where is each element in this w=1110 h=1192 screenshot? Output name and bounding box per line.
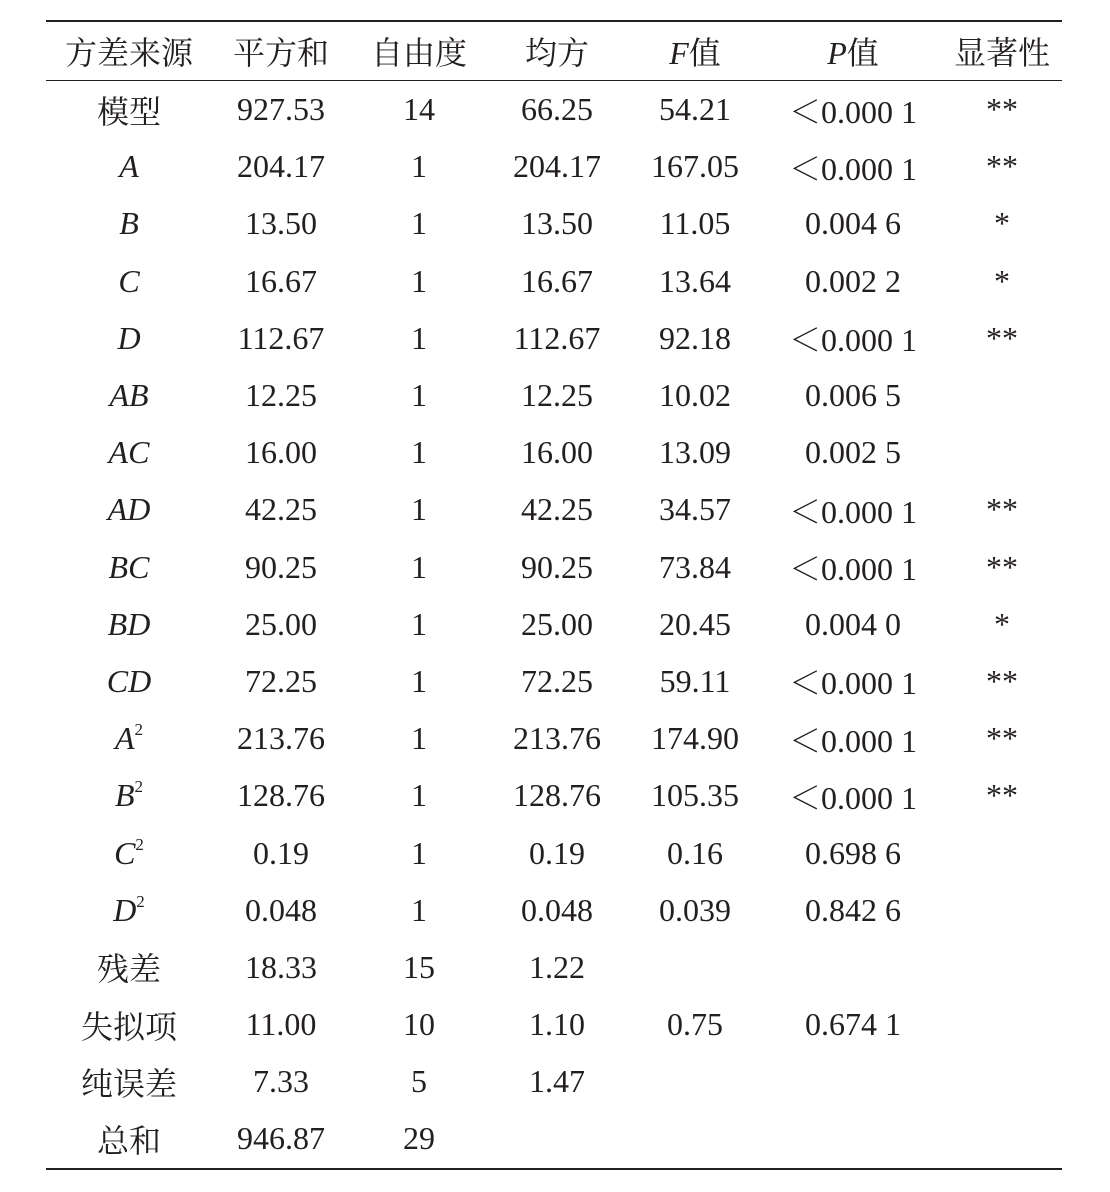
cell-source: [46, 81, 212, 139]
table-row: [46, 253, 1062, 310]
cell-source: [46, 824, 212, 881]
cell-significance: [942, 882, 1062, 939]
cell-p-value: [764, 1110, 942, 1168]
source-label: AD: [107, 491, 151, 528]
cell-f-value: [626, 1053, 764, 1110]
cell-significance: **: [986, 148, 1018, 185]
source-label: AB: [109, 377, 149, 414]
table-row: [46, 996, 1062, 1053]
cell-f-value: 10.02: [659, 377, 731, 414]
source-label: A: [114, 720, 135, 757]
header-p-variable: P: [827, 35, 847, 71]
header-f-suffix: 值: [688, 35, 721, 71]
cell-source: [46, 767, 212, 824]
cell-source: [46, 253, 212, 310]
cell-significance: **: [986, 662, 1018, 699]
cell-degrees-of-freedom: 1: [411, 720, 427, 757]
source-label: D: [113, 891, 137, 928]
header-degrees-of-freedom: 自由度: [370, 35, 467, 71]
table-row: [46, 653, 1062, 710]
cell-degrees-of-freedom: 14: [403, 91, 435, 128]
cell-sum-of-squares: 12.25: [245, 377, 317, 414]
table-row: [46, 481, 1062, 538]
cell-degrees-of-freedom: 1: [411, 148, 427, 185]
cell-degrees-of-freedom: 29: [403, 1120, 435, 1157]
cell-significance: [942, 996, 1062, 1053]
cell-p-value: 0.698 6: [805, 834, 901, 871]
header-f-variable: F: [669, 35, 689, 71]
cell-sum-of-squares: 213.76: [237, 720, 325, 757]
cell-p-value: ＜0.000 1: [788, 722, 917, 759]
cell-significance: [942, 1053, 1062, 1110]
cell-source: [46, 939, 212, 996]
cell-mean-square: 1.10: [529, 1006, 585, 1043]
cell-mean-square: [488, 1110, 626, 1168]
table-row: [46, 81, 1062, 139]
cell-sum-of-squares: 927.53: [237, 91, 325, 128]
cell-f-value: 20.45: [659, 605, 731, 642]
source-exponent: 2: [134, 720, 144, 740]
cell-f-value: [626, 939, 764, 996]
cell-degrees-of-freedom: 1: [411, 377, 427, 414]
cell-source: [46, 882, 212, 939]
source-label: AC: [108, 434, 150, 471]
cell-sum-of-squares: 7.33: [253, 1063, 309, 1100]
cell-f-value: 0.039: [659, 891, 731, 928]
cell-source: [46, 1110, 212, 1168]
table-header: [46, 21, 1062, 81]
cell-f-value: 59.11: [659, 662, 731, 699]
cell-p-value: 0.842 6: [805, 891, 901, 928]
cell-mean-square: 0.19: [529, 834, 585, 871]
source-label: B: [114, 777, 135, 814]
source-label: 残差: [96, 951, 161, 988]
cell-degrees-of-freedom: 1: [411, 605, 427, 642]
header-p-suffix: 值: [846, 35, 879, 71]
cell-mean-square: 0.048: [521, 891, 593, 928]
cell-source: [46, 710, 212, 767]
header-significance: 显著性: [953, 35, 1050, 71]
source-label: 失拟项: [80, 1008, 177, 1045]
cell-source: [46, 367, 212, 424]
cell-f-value: 174.90: [651, 720, 739, 757]
cell-mean-square: 90.25: [521, 548, 593, 585]
cell-source: [46, 481, 212, 538]
cell-p-value: 0.674 1: [805, 1006, 901, 1043]
cell-p-value: ＜0.000 1: [788, 551, 917, 588]
cell-degrees-of-freedom: 15: [403, 948, 435, 985]
cell-mean-square: 16.67: [521, 262, 593, 299]
cell-sum-of-squares: 18.33: [245, 948, 317, 985]
cell-mean-square: 13.50: [521, 205, 593, 242]
cell-significance: [942, 824, 1062, 881]
cell-source: [46, 1053, 212, 1110]
source-label: C: [114, 834, 136, 871]
header-p-value: [764, 21, 942, 81]
cell-f-value: 167.05: [651, 148, 739, 185]
cell-mean-square: 112.67: [513, 319, 601, 356]
cell-f-value: [626, 1110, 764, 1168]
table-body: [46, 81, 1062, 1169]
cell-significance: *: [994, 205, 1010, 242]
cell-sum-of-squares: 11.00: [245, 1006, 317, 1043]
cell-f-value: 13.64: [659, 262, 731, 299]
table-row: [46, 138, 1062, 195]
cell-f-value: 0.75: [667, 1006, 723, 1043]
cell-mean-square: 128.76: [513, 777, 601, 814]
cell-sum-of-squares: 0.048: [245, 891, 317, 928]
cell-p-value: ＜0.000 1: [788, 150, 917, 187]
table-row: [46, 767, 1062, 824]
cell-mean-square: 42.25: [521, 491, 593, 528]
cell-degrees-of-freedom: 1: [411, 777, 427, 814]
source-label: D: [117, 319, 141, 356]
cell-sum-of-squares: 13.50: [245, 205, 317, 242]
cell-mean-square: 25.00: [521, 605, 593, 642]
anova-table: [46, 20, 1062, 1170]
source-label: A: [119, 148, 139, 185]
cell-degrees-of-freedom: 1: [411, 205, 427, 242]
table-row: [46, 1053, 1062, 1110]
cell-mean-square: 204.17: [513, 148, 601, 185]
cell-sum-of-squares: 946.87: [237, 1120, 325, 1157]
source-label: B: [119, 205, 139, 242]
cell-source: [46, 653, 212, 710]
cell-mean-square: 12.25: [521, 377, 593, 414]
cell-sum-of-squares: 90.25: [245, 548, 317, 585]
cell-significance: **: [986, 777, 1018, 814]
cell-significance: *: [994, 605, 1010, 642]
header-mean-square: 均方: [524, 35, 589, 71]
cell-significance: **: [986, 91, 1018, 128]
source-label: 模型: [96, 93, 161, 130]
cell-p-value: 0.002 5: [805, 434, 901, 471]
cell-p-value: ＜0.000 1: [788, 93, 917, 130]
cell-p-value: ＜0.000 1: [788, 493, 917, 530]
cell-source: [46, 596, 212, 653]
cell-mean-square: 1.22: [529, 948, 585, 985]
source-label: 纯误差: [80, 1065, 177, 1102]
table-row: [46, 310, 1062, 367]
cell-mean-square: 66.25: [521, 91, 593, 128]
cell-mean-square: 72.25: [521, 662, 593, 699]
cell-p-value: ＜0.000 1: [788, 665, 917, 702]
header-f-value: [626, 21, 764, 81]
cell-p-value: 0.004 6: [805, 205, 901, 242]
cell-p-value: 0.004 0: [805, 605, 901, 642]
table-row: [46, 424, 1062, 481]
source-exponent: 2: [135, 834, 144, 854]
table-row: [46, 1110, 1062, 1168]
table-row: [46, 939, 1062, 996]
table-row: [46, 596, 1062, 653]
cell-source: [46, 539, 212, 596]
cell-p-value: 0.002 2: [805, 262, 901, 299]
cell-degrees-of-freedom: 1: [411, 319, 427, 356]
cell-significance: *: [994, 262, 1010, 299]
table-row: [46, 539, 1062, 596]
cell-significance: **: [986, 548, 1018, 585]
cell-f-value: 13.09: [659, 434, 731, 471]
header-sum-of-squares: 平方和: [232, 35, 329, 71]
header-row: [46, 21, 1062, 81]
cell-f-value: 92.18: [659, 319, 731, 356]
cell-degrees-of-freedom: 1: [411, 662, 427, 699]
source-exponent: 2: [134, 777, 144, 797]
cell-degrees-of-freedom: 1: [411, 834, 427, 871]
cell-degrees-of-freedom: 1: [411, 891, 427, 928]
header-source: 方差来源: [64, 35, 193, 71]
cell-f-value: 105.35: [651, 777, 739, 814]
cell-sum-of-squares: 128.76: [237, 777, 325, 814]
cell-degrees-of-freedom: 1: [411, 262, 427, 299]
cell-source: [46, 195, 212, 252]
cell-p-value: ＜0.000 1: [788, 779, 917, 816]
cell-sum-of-squares: 42.25: [245, 491, 317, 528]
cell-source: [46, 996, 212, 1053]
cell-sum-of-squares: 204.17: [237, 148, 325, 185]
source-label: BC: [108, 548, 150, 585]
cell-p-value: [764, 939, 942, 996]
table-row: [46, 882, 1062, 939]
cell-significance: **: [986, 319, 1018, 356]
source-label: BD: [107, 605, 151, 642]
source-label: C: [118, 262, 140, 299]
cell-f-value: 0.16: [667, 834, 723, 871]
cell-significance: [942, 367, 1062, 424]
cell-source: [46, 310, 212, 367]
cell-sum-of-squares: 16.67: [245, 262, 317, 299]
cell-degrees-of-freedom: 1: [411, 548, 427, 585]
cell-significance: [942, 424, 1062, 481]
cell-degrees-of-freedom: 1: [411, 434, 427, 471]
cell-mean-square: 1.47: [529, 1063, 585, 1100]
cell-significance: [942, 1110, 1062, 1168]
source-exponent: 2: [136, 891, 145, 911]
table-row: [46, 824, 1062, 881]
cell-sum-of-squares: 72.25: [245, 662, 317, 699]
cell-degrees-of-freedom: 1: [411, 491, 427, 528]
anova-table-container: [46, 20, 1062, 1170]
cell-degrees-of-freedom: 5: [411, 1063, 427, 1100]
table-row: [46, 367, 1062, 424]
cell-significance: [942, 939, 1062, 996]
cell-sum-of-squares: 16.00: [245, 434, 317, 471]
cell-f-value: 73.84: [659, 548, 731, 585]
cell-p-value: [764, 1053, 942, 1110]
cell-source: [46, 424, 212, 481]
cell-sum-of-squares: 25.00: [245, 605, 317, 642]
table-row: [46, 195, 1062, 252]
cell-f-value: 54.21: [659, 91, 731, 128]
cell-f-value: 34.57: [659, 491, 731, 528]
table-row: [46, 710, 1062, 767]
source-label: CD: [106, 662, 152, 699]
cell-sum-of-squares: 112.67: [237, 319, 325, 356]
cell-significance: **: [986, 720, 1018, 757]
cell-sum-of-squares: 0.19: [253, 834, 309, 871]
cell-p-value: 0.006 5: [805, 377, 901, 414]
cell-significance: **: [986, 491, 1018, 528]
cell-source: [46, 138, 212, 195]
cell-mean-square: 213.76: [513, 720, 601, 757]
cell-mean-square: 16.00: [521, 434, 593, 471]
cell-degrees-of-freedom: 10: [403, 1006, 435, 1043]
cell-f-value: 11.05: [659, 205, 731, 242]
source-label: 总和: [96, 1122, 161, 1159]
cell-p-value: ＜0.000 1: [788, 322, 917, 359]
